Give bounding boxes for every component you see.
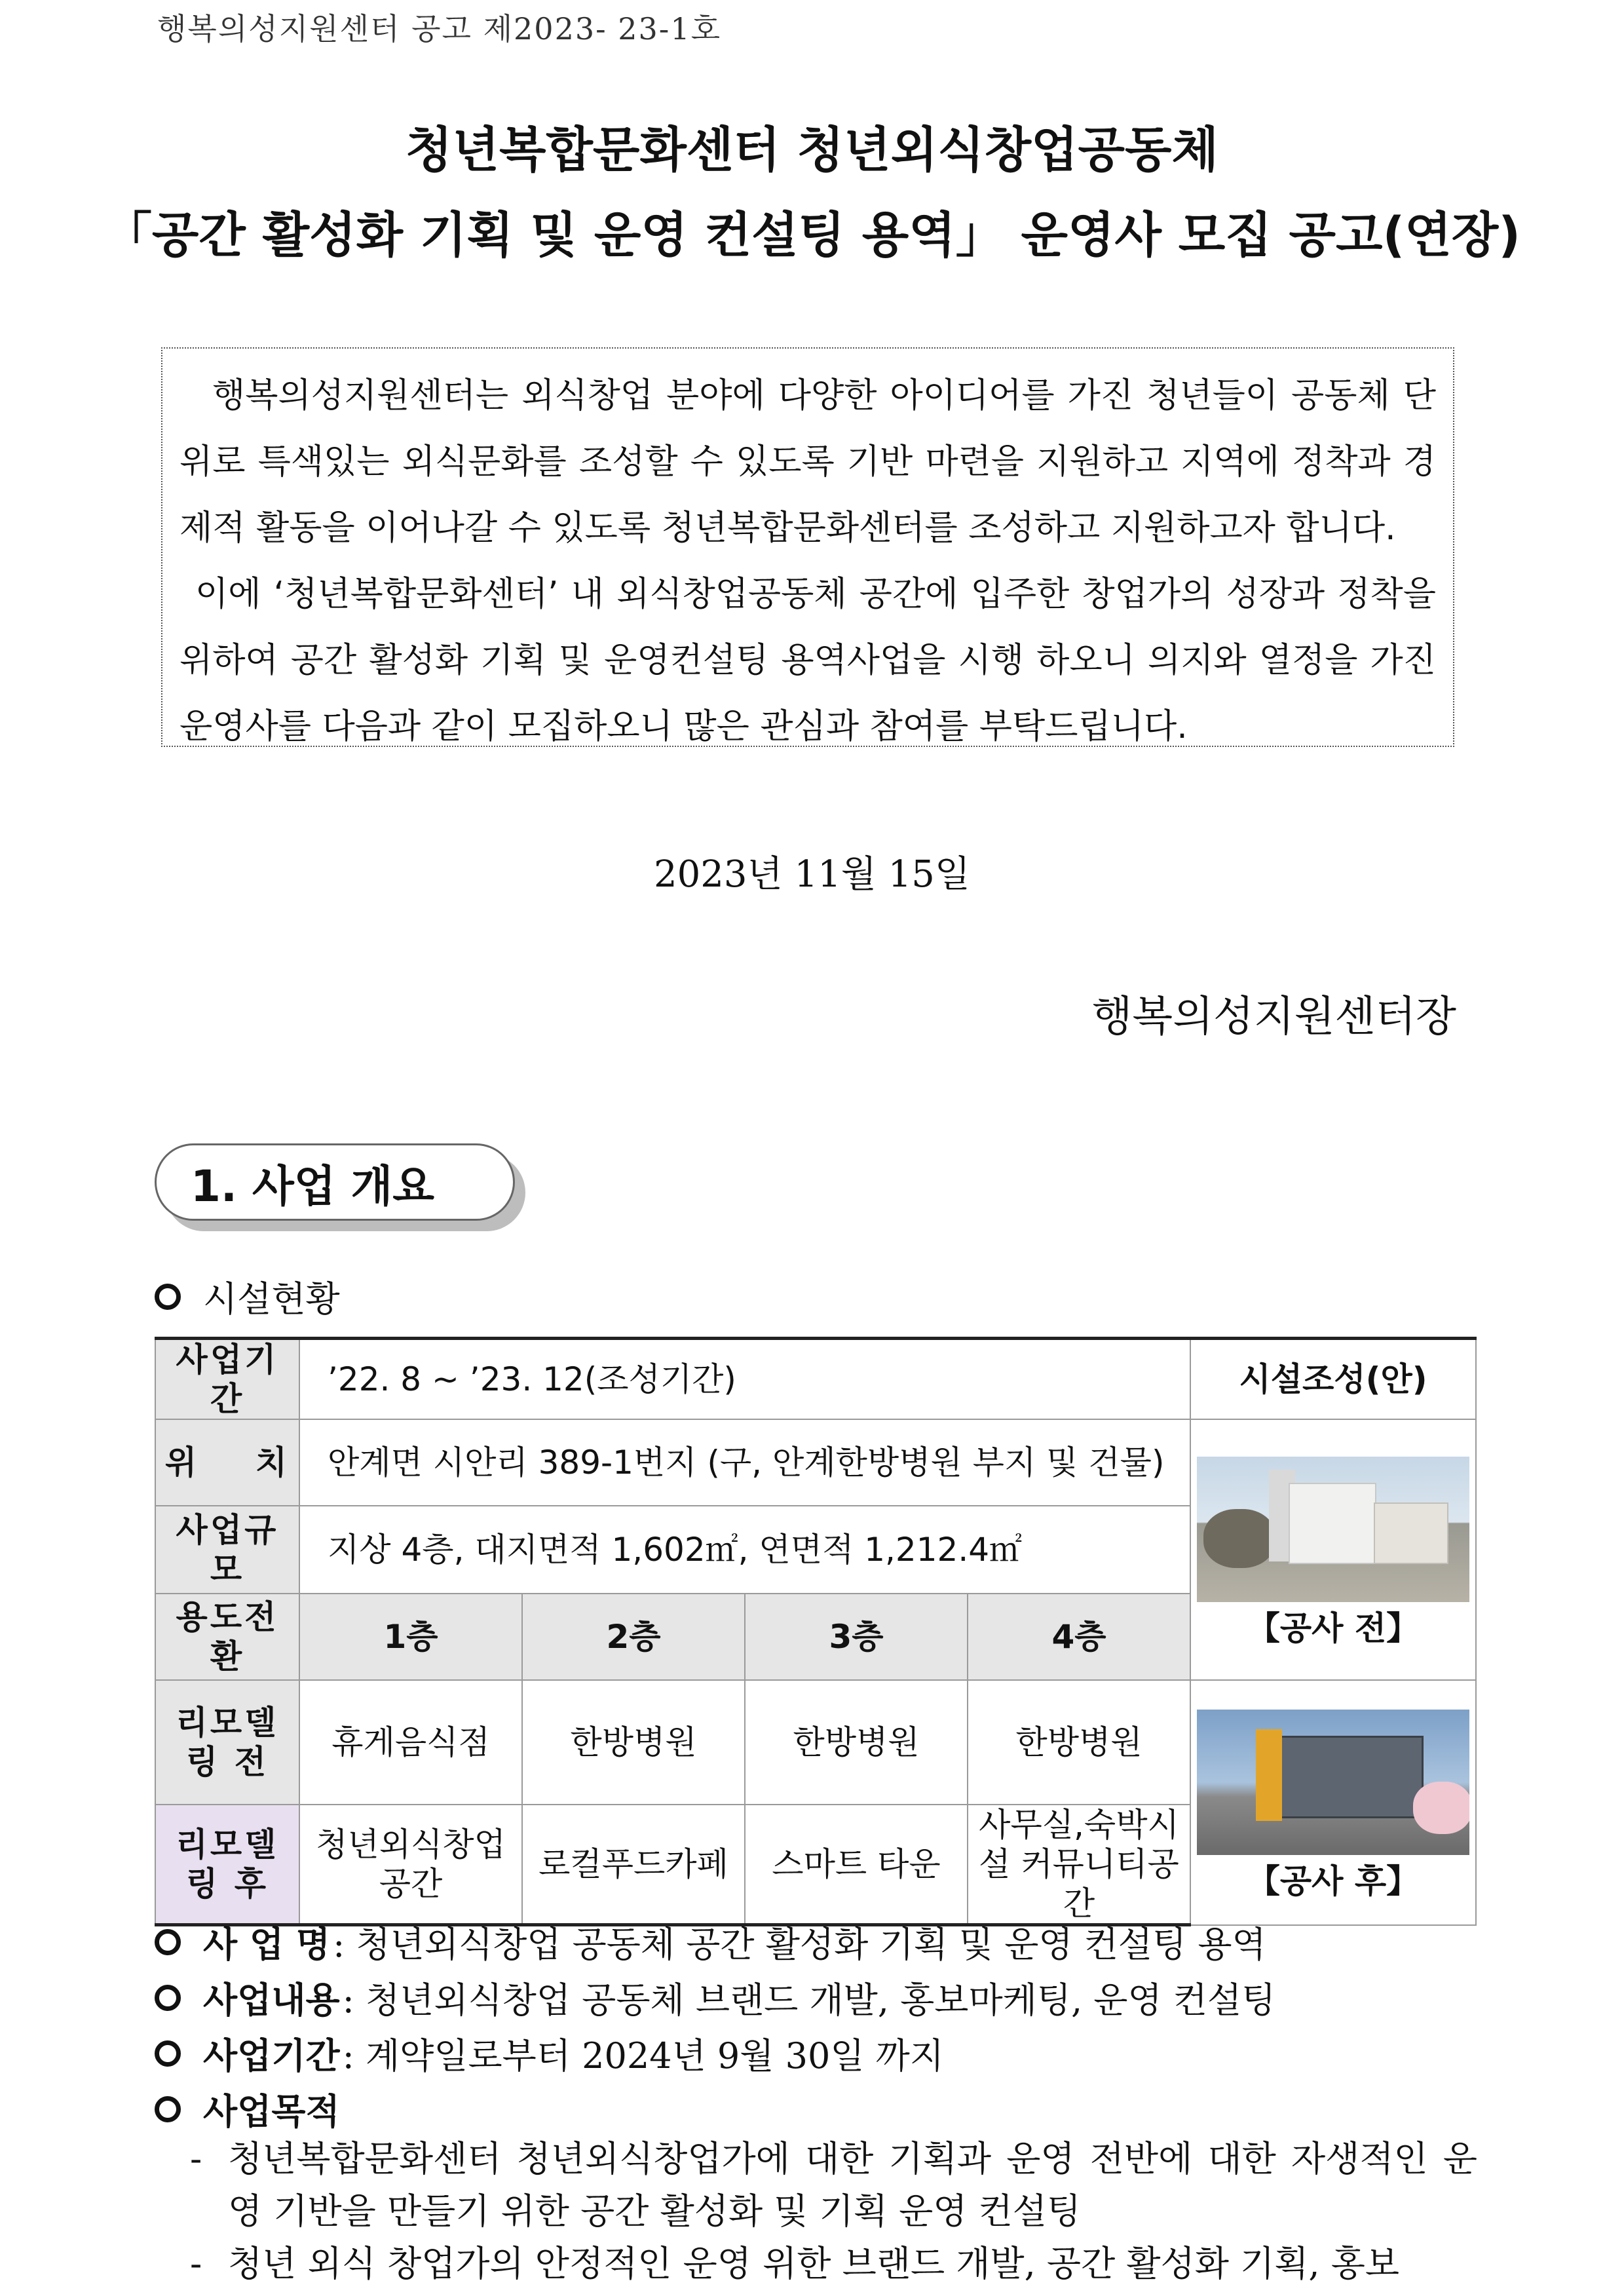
document-number: 행복의성지원센터 공고 제2023- 23-1호 xyxy=(157,11,722,47)
floor-1-header: 1층 xyxy=(299,1594,522,1680)
scale-label: 사업규모 xyxy=(155,1506,299,1594)
project-content-label: 사업내용 xyxy=(203,1980,340,2021)
project-content-line xyxy=(155,1972,1275,2023)
circle-bullet-icon xyxy=(155,1284,181,1310)
building-before-image xyxy=(1197,1457,1469,1602)
project-name-value: : 청년외식창업 공동체 공간 활성화 기획 및 운영 컨설팅 용역 xyxy=(333,1924,1266,1965)
period-label: 사업기간 xyxy=(155,1339,299,1420)
photo-after-cell xyxy=(1190,1680,1476,1925)
floor-4-header: 4층 xyxy=(968,1594,1190,1680)
dash-bullet: - xyxy=(190,2243,202,2284)
building-after-image xyxy=(1197,1710,1469,1855)
scale-value: 지상 4층, 대지면적 1,602㎡, 연면적 1,212.4㎡ xyxy=(299,1506,1190,1594)
project-purpose-line xyxy=(155,2084,340,2134)
project-name-line xyxy=(155,1917,1266,1967)
photo-after-caption: 【공사 후】 xyxy=(1247,1862,1420,1900)
circle-bullet-icon xyxy=(155,1985,181,2011)
before-use-floor-1: 휴게음식점 xyxy=(299,1680,522,1805)
circle-bullet-icon xyxy=(155,1929,181,1955)
project-content-value: : 청년외식창업 공동체 브랜드 개발, 홍보마케팅, 운영 컨설팅 xyxy=(342,1980,1276,2021)
project-period-line xyxy=(155,2028,944,2078)
facility-status-text: 시설현황 xyxy=(203,1278,340,1320)
notice-date: 2023년 11월 15일 xyxy=(654,853,970,896)
section-heading-overview xyxy=(155,1143,515,1221)
location-label: 위 치 xyxy=(155,1419,299,1506)
location-value: 안계면 시안리 389-1번지 (구, 안계한방병원 부지 및 건물) xyxy=(299,1419,1190,1506)
after-use-floor-4: 사무실,숙박시설 커뮤니티공간 xyxy=(968,1805,1190,1925)
page-title-line-1: 청년복합문화센터 청년외식창업공동체 xyxy=(406,122,1218,178)
photo-column-header: 시설조성(안) xyxy=(1190,1339,1476,1420)
after-use-floor-3: 스마트 타운 xyxy=(745,1805,968,1925)
project-name-label: 사 업 명 xyxy=(203,1924,331,1965)
project-purpose-label: 사업목적 xyxy=(203,2091,340,2132)
before-use-floor-3: 한방병원 xyxy=(745,1680,968,1805)
circle-bullet-icon xyxy=(155,2040,181,2067)
floor-2-header: 2층 xyxy=(522,1594,745,1680)
issuer-signature: 행복의성지원센터장 xyxy=(1091,993,1456,1041)
purpose-item-2 xyxy=(190,2238,1477,2290)
page-title-line-2: 「공간 활성화 기획 및 운영 컨설팅 용역」 운영사 모집 공고(연장) xyxy=(103,207,1521,263)
before-label: 리모델링 전 xyxy=(155,1680,299,1805)
photo-before-caption: 【공사 전】 xyxy=(1247,1609,1420,1647)
facility-status-label xyxy=(155,1271,340,1322)
after-use-floor-2: 로컬푸드카페 xyxy=(522,1805,745,1925)
after-use-floor-1: 청년외식창업 공간 xyxy=(299,1805,522,1925)
period-value: ’22. 8 ~ ’23. 12(조성기간) xyxy=(299,1339,1190,1420)
intro-paragraph-1: 행복의성지원센터는 외식창업 분야에 다양한 아이디어를 가진 청년들이 공동체 단위로 특색있는 외식문화를 조성할 수 있도록 기반 마련을 지원하고 지역에 정착과 경제적 활동을 이어나갈 수 있도록 청년복합문화센터를 조성하고 지원하고자 합니다. xyxy=(179,376,1436,548)
intro-paragraph-2: 이에 ‘청년복합문화센터’ 내 외식창업공동체 공간에 입주한 창업가의 성장과 정착을 위하여 공간 활성화 기획 및 운영컨설팅 용역사업을 시행 하오니 의지와 열정을 가진 운영사를 다음과 같이 모집하오니 많은 관심과 참여를 부탁드립니다. xyxy=(179,575,1436,746)
circle-bullet-icon xyxy=(155,2096,181,2122)
dash-bullet: - xyxy=(190,2138,202,2179)
before-use-floor-2: 한방병원 xyxy=(522,1680,745,1805)
floor-3-header: 3층 xyxy=(745,1594,968,1680)
photo-before-cell xyxy=(1190,1419,1476,1680)
purpose-text-1: 청년복합문화센터 청년외식창업가에 대한 기획과 운영 전반에 대한 자생적인 운영 기반을 만들기 위한 공간 활성화 및 기획 운영 컨설팅 xyxy=(228,2138,1477,2232)
after-label: 리모델링 후 xyxy=(155,1805,299,1925)
facility-table xyxy=(155,1337,1477,1926)
section-heading-label: 1. 사업 개요 xyxy=(191,1160,434,1212)
project-period-label: 사업기간 xyxy=(203,2035,340,2076)
purpose-text-2: 청년 외식 창업가의 안정적인 운영 위한 브랜드 개발, 공간 활성화 기획, 홍보 xyxy=(228,2243,1400,2284)
purpose-item-1 xyxy=(190,2133,1477,2238)
intro-box xyxy=(161,347,1454,747)
before-use-floor-4: 한방병원 xyxy=(968,1680,1190,1805)
project-period-value: : 계약일로부터 2024년 9월 30일 까지 xyxy=(342,2035,944,2076)
conversion-label: 용도전환 xyxy=(155,1594,299,1680)
